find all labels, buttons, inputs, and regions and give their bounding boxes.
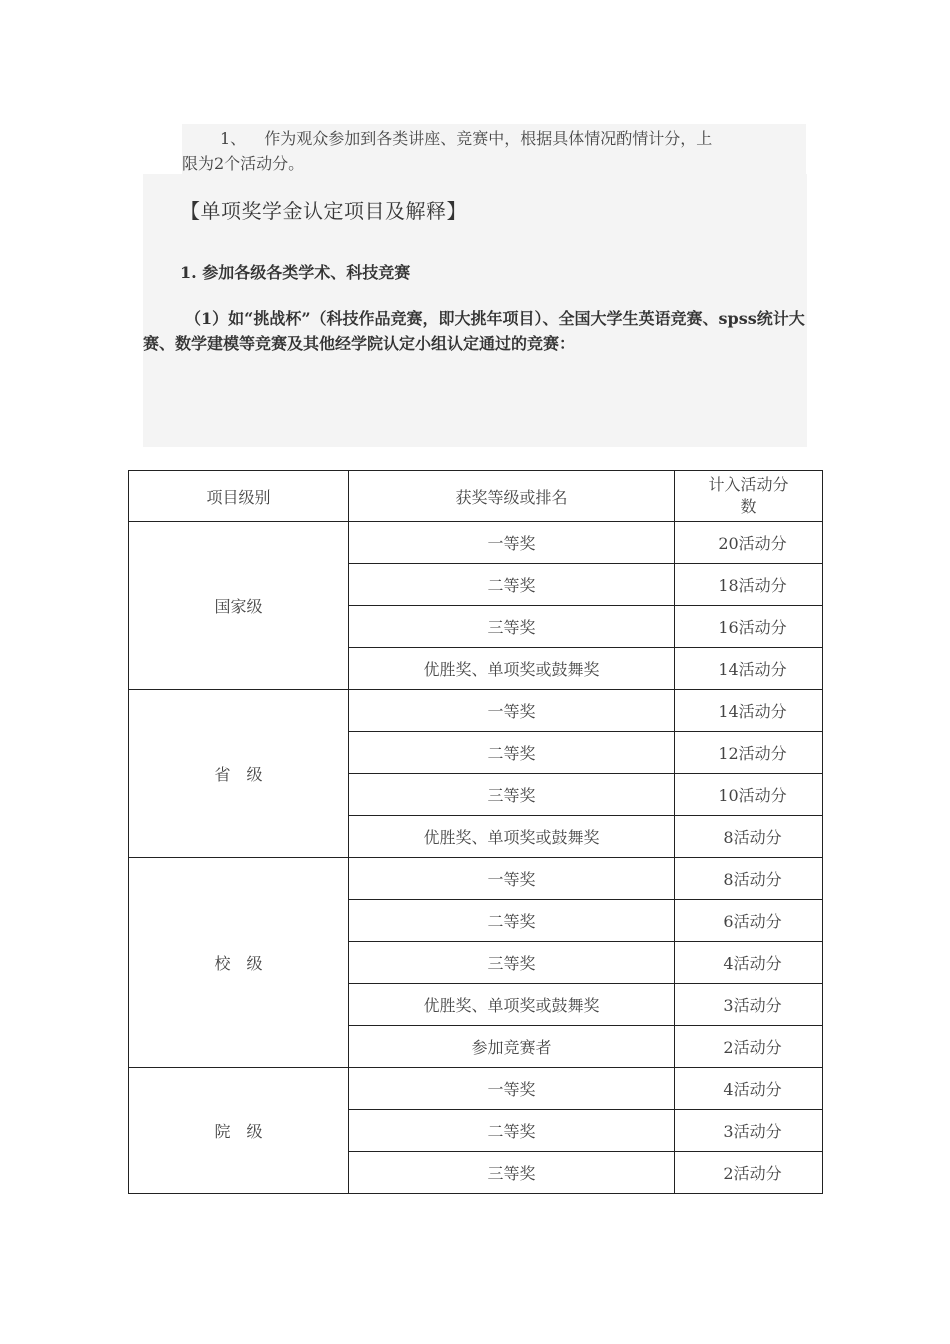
award-cell: 二等奖 bbox=[349, 732, 675, 774]
section-description: （1）如“挑战杯”（科技作品竞赛，即大挑年项目）、全国大学生英语竞赛、spss统计大赛、数学建模等竞赛及其他经学院认定小组认定通过的竞赛： bbox=[143, 309, 805, 353]
header-score-line2: 数 bbox=[740, 497, 757, 516]
table-row bbox=[129, 690, 823, 732]
award-cell: 二等奖 bbox=[349, 900, 675, 942]
award-cell: 优胜奖、单项奖或鼓舞奖 bbox=[349, 648, 675, 690]
intro-text-line1: 作为观众参加到各类讲座、竞赛中，根据具体情况酌情计分，上 bbox=[264, 129, 713, 148]
score-cell: 14活动分 bbox=[675, 648, 823, 690]
award-cell: 三等奖 bbox=[349, 1152, 675, 1194]
score-cell: 10活动分 bbox=[675, 774, 823, 816]
section-title: 1. 参加各级各类学术、科技竞赛 bbox=[180, 263, 411, 282]
score-cell: 8活动分 bbox=[675, 816, 823, 858]
award-cell: 二等奖 bbox=[349, 564, 675, 606]
header-score bbox=[675, 471, 823, 522]
header-award: 获奖等级或排名 bbox=[349, 471, 675, 522]
award-cell: 三等奖 bbox=[349, 606, 675, 648]
score-cell: 4活动分 bbox=[675, 942, 823, 984]
award-cell: 一等奖 bbox=[349, 690, 675, 732]
header-level: 项目级别 bbox=[129, 471, 349, 522]
level-cell: 院 级 bbox=[129, 1068, 349, 1194]
score-cell: 8活动分 bbox=[675, 858, 823, 900]
table-row bbox=[129, 1068, 823, 1110]
table-header-row bbox=[129, 471, 823, 522]
table-row bbox=[129, 858, 823, 900]
score-cell: 14活动分 bbox=[675, 690, 823, 732]
award-cell: 二等奖 bbox=[349, 1110, 675, 1152]
score-cell: 3活动分 bbox=[675, 984, 823, 1026]
award-cell: 一等奖 bbox=[349, 522, 675, 564]
score-cell: 3活动分 bbox=[675, 1110, 823, 1152]
award-cell: 优胜奖、单项奖或鼓舞奖 bbox=[349, 984, 675, 1026]
header-score-line1: 计入活动分 bbox=[708, 475, 789, 494]
intro-paragraph bbox=[182, 126, 804, 176]
score-cell: 18活动分 bbox=[675, 564, 823, 606]
level-cell: 省 级 bbox=[129, 690, 349, 858]
award-cell: 优胜奖、单项奖或鼓舞奖 bbox=[349, 816, 675, 858]
award-cell: 一等奖 bbox=[349, 1068, 675, 1110]
page-heading: 【单项奖学金认定项目及解释】 bbox=[180, 199, 467, 223]
table-row bbox=[129, 522, 823, 564]
score-cell: 20活动分 bbox=[675, 522, 823, 564]
score-cell: 4活动分 bbox=[675, 1068, 823, 1110]
award-cell: 三等奖 bbox=[349, 942, 675, 984]
score-cell: 16活动分 bbox=[675, 606, 823, 648]
level-cell: 国家级 bbox=[129, 522, 349, 690]
score-cell: 2活动分 bbox=[675, 1152, 823, 1194]
level-cell: 校 级 bbox=[129, 858, 349, 1068]
award-score-table bbox=[128, 470, 823, 1194]
intro-text-line2: 限为2个活动分。 bbox=[182, 154, 305, 173]
score-cell: 12活动分 bbox=[675, 732, 823, 774]
score-cell: 2活动分 bbox=[675, 1026, 823, 1068]
award-cell: 三等奖 bbox=[349, 774, 675, 816]
intro-number: 1、 bbox=[220, 129, 247, 148]
score-cell: 6活动分 bbox=[675, 900, 823, 942]
award-cell: 一等奖 bbox=[349, 858, 675, 900]
award-cell: 参加竞赛者 bbox=[349, 1026, 675, 1068]
